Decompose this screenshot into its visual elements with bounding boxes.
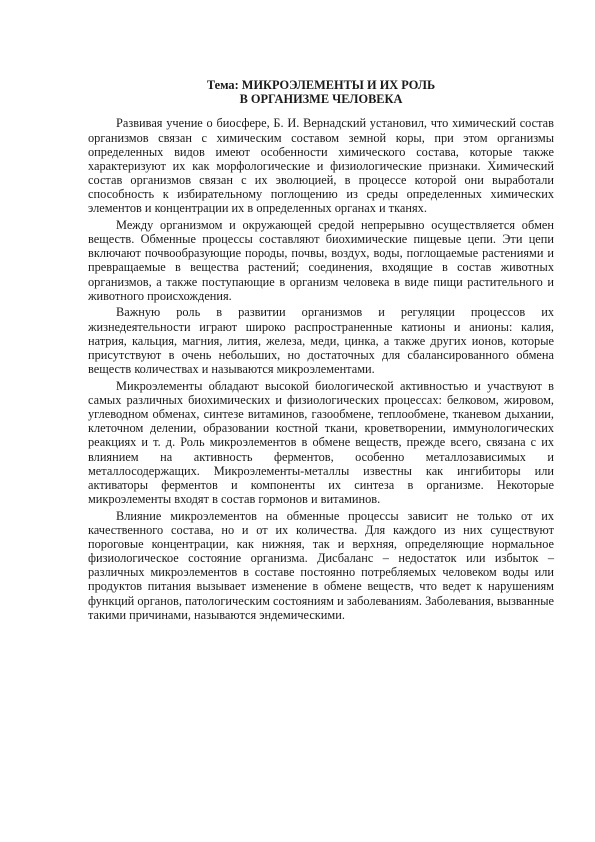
title-line-2: В ОРГАНИЗМЕ ЧЕЛОВЕКА — [239, 92, 403, 107]
title-line-1: Тема: МИКРОЭЛЕМЕНТЫ И ИХ РОЛЬ — [206, 78, 436, 92]
paragraph-metabolism: Между организмом и окружающей средой непрерывно осуществляется обмен веществ. Обменные процессы составляют биохимические пищевые цепи. Эти цепи включают почвообразующие породы, почвы, воздух, воды, поглощаемые растениями и превращаемые в вещества растений; соединения, входящие в состав животных организмов, а также поступающие в организм человека в виде пищи растительного и животного происхождения. — [88, 218, 554, 303]
document-body — [88, 78, 554, 624]
paragraph-activity: Микроэлементы обладают высокой биологической активностью и участвуют в самых различных биохимических и физиологических процессах: белковом, жировом, углеводном обменах, синтезе витаминов, газообмене, теплообмене, тканевом дыхании, клеточном делении, образовании костной ткани, кроветворении, иммунологических реакциях и т. д. Роль микроэлементов в обмене веществ, прежде всего, связана с их влиянием на активность ферментов, особенно металлозависимых и металлосодержащих. Микроэлементы-металлы известны как ингибиторы или активаторы ферментов и компоненты их синтеза в организме. Некоторые микроэлементы входят в состав гормонов и витаминов. — [88, 378, 554, 506]
paragraph-ions: Важную роль в развитии организмов и регуляции процессов их жизнедеятельности играют широко распространенные катионы и анионы: калия, натрия, кальция, магния, лития, железа, меди, цинка, а также других ионов, которые присутствуют в очень небольших, но достаточных для сбалансированного обмена веществ количествах и называются микроэлементами. — [88, 305, 554, 377]
document-title — [88, 78, 554, 106]
paragraph-influence: Влияние микроэлементов на обменные процессы зависит не только от их качественного состава, но и от их количества. Для каждого из них существуют пороговые концентрации, как нижняя, так и верхняя, определяющие нормальное физиологическое состояние организма. Дисбаланс – недостаток или избыток – различных микроэлементов в составе постоянно потребляемых человеком воды или продуктов питания вызывает изменение в обмене веществ, что ведет к нарушениям функций органов, патологическим состояниям и заболеваниям. Заболевания, вызванные такими причинами, называются эндемическими. — [88, 508, 554, 622]
paragraph-biosphere: Развивая учение о биосфере, Б. И. Вернадский установил, что химический состав организмов связан с химическим составом земной коры, при этом организмы определенных видов имеют особенности химического состава, которые также характеризуют их как морфологические и физиологические признаки. Химический состав организмов связан с их эволюцией, в процессе которой они выработали способность к избирательному поглощению из среды определенных химических элементов и концентрации их в определенных органах и тканях. — [88, 116, 554, 216]
